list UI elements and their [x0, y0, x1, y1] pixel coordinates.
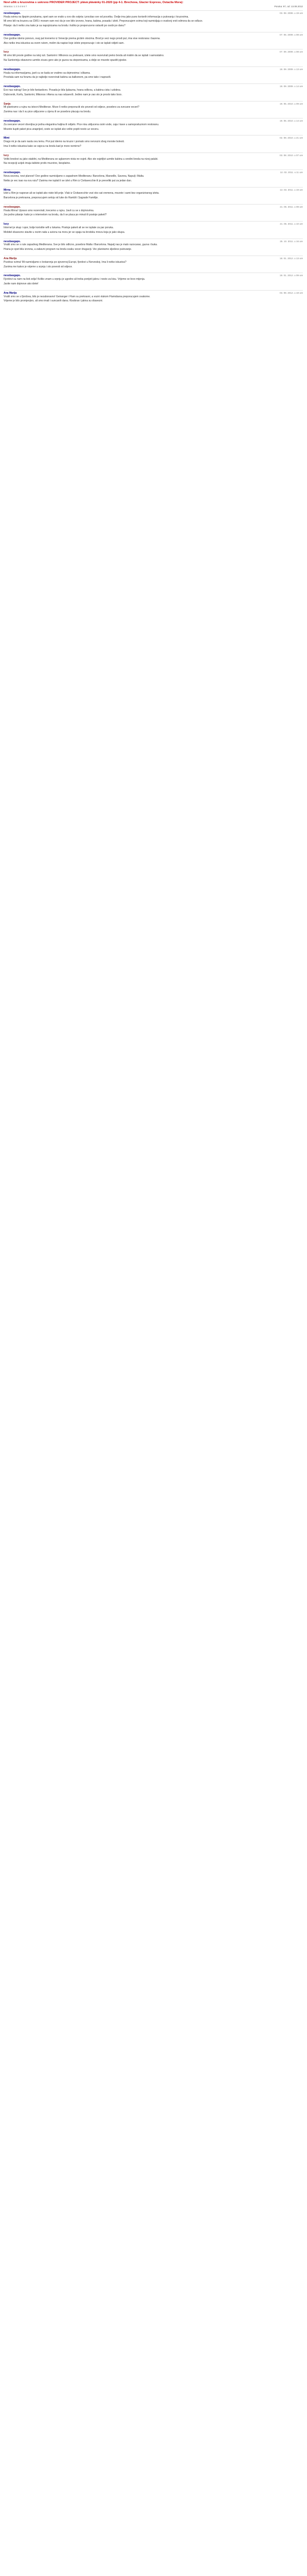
post-author[interactable]: lucy: [4, 223, 9, 226]
post-date: 19. 09. 2009. u 13 ure: [280, 67, 303, 71]
forum-post: [4, 49, 303, 62]
post-paragraph: Vratili smo se s fjordova, bilo je nezaboravno! Geiranger i Flam su prekrasni, a vozni vlakom Flamsbana preporucujem svakome.: [4, 295, 151, 298]
post-header: [4, 32, 303, 37]
post-author[interactable]: Mirna: [4, 188, 11, 192]
post-author[interactable]: nessbasgaps.: [4, 33, 21, 37]
post-paragraph: Na Santoriniju obavezno uzmite zicaru gore ako je guzva na stepenicama, a dolje se mozete spustiti pjeske.: [4, 58, 127, 62]
post-body: [4, 295, 303, 303]
post-date: 07. 09. 2009. u 08 ure: [280, 50, 303, 54]
post-body: [4, 261, 303, 269]
post-header: [4, 118, 303, 123]
post-date: 21. 06. 2011. u 10 ure: [280, 223, 303, 226]
post-paragraph: Na recepciji uvijek imaju tablete protiv mucnine, besplatno.: [4, 162, 71, 165]
post-date: 19. 01. 2012. u 09 ure: [280, 274, 303, 277]
forum-post: [4, 290, 303, 303]
post-date: 03. 08. 2012. u 18 ure: [280, 291, 303, 294]
post-paragraph: Netko je vec isao na ovu rutu? Zanima me isplati li se izlet u Rim iz Civitavecchie ili je preveliki put za jedan dan.: [4, 179, 132, 182]
post-body: [4, 209, 303, 217]
forum-post: [4, 221, 303, 234]
post-paragraph: Mi smo bili na kruzoru sa CMS i moram vam reci da je sve bilo izvrsno, hrana, kabina, posada i izleti. Preporucujem svima koji razmisljaju o ovakvoj vrsti odmora da se odluce.: [4, 20, 203, 23]
post-paragraph: Pitanje: da li netko zna kako je sa napojnicama na brodu i koliko je preporuceno ostaviti po osobi po danu?: [4, 24, 125, 28]
post-body: [4, 123, 303, 131]
post-paragraph: Zanima nas i da li su pice ukljucene u cijenu ili se posebno placaju na brodu.: [4, 110, 91, 114]
post-body: [4, 89, 303, 97]
post-date: 19. 09. 2009. u 14 ure: [280, 85, 303, 88]
post-body: [4, 54, 303, 62]
post-date: 21. 06. 2011. u 08 ure: [280, 205, 303, 208]
post-paragraph: Vrijeme je bilo promjenjivo, ali smo imali i suncanih dana. Kisobran i jakna su obavezni.: [4, 299, 103, 303]
forum-post: [4, 239, 303, 251]
post-author[interactable]: nessbasgaps.: [4, 11, 21, 15]
thread-pager[interactable]: Stranica: 1 2 3 4 5 6 7: [4, 5, 27, 8]
post-author[interactable]: nessbasgaps.: [4, 67, 21, 71]
post-author[interactable]: nessbasgaps.: [4, 240, 21, 243]
post-body: [4, 72, 303, 80]
post-list: [4, 10, 303, 303]
post-paragraph: Mobitel obavezno stavite u rezim rada u avionu na moru jer se spaja na brodsku mrezu koja je jako skupa.: [4, 230, 125, 234]
post-author[interactable]: nessbasgaps.: [4, 85, 21, 89]
post-paragraph: Procitala sam na forumu da je najbolje rezervirati kabinu sa balkonom, pa smo tako i napravili.: [4, 76, 111, 79]
forum-post: [4, 118, 303, 131]
post-header: [4, 239, 303, 244]
post-header: [4, 256, 303, 261]
forum-post: [4, 101, 303, 114]
forum-post: [4, 170, 303, 182]
post-header: [4, 152, 303, 158]
forum-post: [4, 256, 303, 268]
forum-post: [4, 83, 303, 96]
post-paragraph: Hvala na informacijama, javit cu se kada se vratimo sa dojmovima i slikama.: [4, 71, 91, 75]
post-paragraph: Mi smo bili prosle godine na istoj ruti. Santorini i Mikonos su prekrasni, izlete smo rezervirali preko broda ali mislim da se isplati i samostalno.: [4, 54, 165, 58]
forum-post: [4, 152, 303, 165]
post-header: [4, 204, 303, 209]
post-paragraph: Veliki brodovi su jako stabilni, na Mediteranu se uglavnom nista ne osjeti. Ako ste osjetljivi uzmite kabinu u sredini broda na nizoj palubi.: [4, 157, 158, 161]
post-body: [4, 175, 303, 183]
post-paragraph: Drago mi je da sam nasla ovu temu. Prvi put idemo na kruzor i pomalo smo nervozni zbog morske bolesti.: [4, 140, 125, 144]
post-paragraph: Vratili smo se s rute zapadnog Mediterana. Sve je bilo odlicno, posebno Malta i Barcelona. Napulj nas je malo razocarao, guzva i buka.: [4, 243, 158, 247]
forum-post: [4, 273, 303, 285]
post-paragraph: Ako netko ima iskustva sa ovom rutom, molim da napise koje izlete preporucuje i sto se isplati vidjeti sam.: [4, 41, 124, 45]
post-author[interactable]: Sanja: [4, 102, 11, 106]
post-date: 03. 08. 2010. u 07 ure: [280, 154, 303, 157]
post-date: 19. 05. 2010. u 09 ure: [280, 102, 303, 105]
post-paragraph: Hvala Mirna! Upravo smo rezervirali, krecemo u rujnu. Javit cu se s dojmovima.: [4, 209, 94, 212]
post-date: 25. 10. 2011. u 16 ure: [280, 240, 303, 243]
post-body: [4, 226, 303, 234]
post-header: [4, 273, 303, 278]
post-header: [4, 290, 303, 295]
post-body: [4, 15, 303, 28]
post-header: [4, 221, 303, 226]
post-paragraph: Izlet u Rim je naporan ali se isplati ako niste bili prije. Vlak iz Civitavecchie vozi oko sat vremena, mozete i sami bez organiziranog izleta.: [4, 192, 159, 195]
post-author[interactable]: Mimi: [4, 137, 10, 140]
post-author[interactable]: Ana Marija: [4, 257, 17, 261]
forum-post: [4, 32, 303, 45]
post-date: 02. 08. 2010. u 21 ure: [280, 137, 303, 140]
post-paragraph: Internet je skup i spor, bolje koristite wifi u lukama. Postoje paketi ali se ne isplate za par poruka.: [4, 226, 114, 230]
post-paragraph: Mi planiramo u rujnu na istocni Mediteran. Moze li netko preporuciti sto povesti od odjece, posebno za svecane veceri?: [4, 106, 139, 109]
post-paragraph: Hvala svima na lijepim porukama, opet sam se vratio u ovo dio svijeta i procitao sve od pocetka. Ovdje ima jako puno korisnih informacija o putovanju i kruzovima.: [4, 15, 189, 19]
post-paragraph: Hrana je opet bila izvrsna, a zabavni program na brodu svaku vecer drugaciji. Vec planiramo sljedece putovanje.: [4, 248, 132, 251]
post-author[interactable]: nessbasgaps.: [4, 274, 21, 278]
forum-post: [4, 66, 303, 79]
post-date: 18. 01. 2012. u 13 ure: [280, 257, 303, 260]
post-author[interactable]: lucy: [4, 50, 9, 54]
post-paragraph: Mozete kupiti paket pica unaprijed, cesto se isplati ako volite popiti nesto uz veceru.: [4, 127, 100, 131]
post-paragraph: Za svecane veceri dovoljna je jedna elegantna haljina ili odijelo. Pice nisu ukljucena osim vode, caja i kave u samoposluznom restoranu.: [4, 123, 159, 126]
post-paragraph: Jos jedno pitanje: kako je s internetom na brodu, da li se placa po minuti ili postoje paketi?: [4, 213, 107, 217]
post-body: [4, 37, 303, 45]
post-header: [4, 101, 303, 106]
post-paragraph: Pozdrav svima! Mi razmisljamo o krstarenju po sjevernoj Europi, fjordovi u Norveskoj. Ima li netko iskustva?: [4, 260, 126, 264]
forum-post: [4, 135, 303, 148]
post-author[interactable]: nessbasgaps.: [4, 119, 21, 123]
post-date: 12. 03. 2011. u 11 ure: [280, 171, 303, 174]
post-header: [4, 49, 303, 54]
post-date: 07. 05. 2009. u 08 ure: [280, 33, 303, 36]
post-header: [4, 83, 303, 89]
post-header: [4, 135, 303, 140]
post-paragraph: Nova sezona, novi planovi! Ove godine razmisljamo o zapadnom Mediteranu: Barcelona, Marseille, Savona, Napulj i Malta.: [4, 174, 144, 178]
post-header: [4, 170, 303, 175]
post-header: [4, 10, 303, 15]
post-body: [4, 158, 303, 166]
post-body: [4, 243, 303, 251]
post-header: [4, 66, 303, 72]
post-paragraph: Zanima me kakvo je vrijeme u srpnju i sto povesti od odjece.: [4, 265, 73, 268]
post-paragraph: Fjordovi su nam na listi zelja! Koliko znam u srpnju je ugodno ali treba ponijeti jaknu i nesto za kisu. Vrijeme se brzo mijenja.: [4, 278, 146, 281]
forum-thread: [4, 0, 303, 303]
forum-post: [4, 204, 303, 217]
post-body: [4, 278, 303, 286]
post-paragraph: Dubrovnik, Korfu, Santorini, Mikonos i Atena su nas odusevili. Jedino nam je zao sto je proslo tako brzo.: [4, 93, 122, 96]
thread-reply-count: Poruka: 97, od: 13.08.2012: [274, 5, 303, 8]
forum-post: [4, 10, 303, 28]
post-body: [4, 192, 303, 200]
post-paragraph: Javite nam dojmove ako idete!: [4, 282, 39, 286]
post-paragraph: Barcelona je prekrasna, preporucujem setnju od luke do Rambli i Sagrade Familije.: [4, 196, 99, 200]
post-body: [4, 140, 303, 148]
post-paragraph: Evo nas natrag! Sve je bilo fantasticno. Posada je bila ljubazna, hrana odlicna, a kabina cista i udobna.: [4, 88, 121, 92]
post-author[interactable]: lucy: [4, 154, 9, 157]
post-date: 03. 08. 2008. u 19 ure: [280, 11, 303, 14]
post-author[interactable]: nessbasgaps.: [4, 171, 21, 175]
post-author[interactable]: nessbasgaps.: [4, 205, 21, 209]
post-date: 13. 03. 2011. u 19 ure: [280, 188, 303, 191]
post-paragraph: Ima li netko iskustva kako se osjeca na brodu kad je more nemirno?: [4, 144, 82, 148]
post-body: [4, 106, 303, 114]
forum-post: [4, 187, 303, 200]
post-paragraph: Ove godine idemo ponovo, ovaj put krenemo iz Venecije prema grckim otocima. Brod je veci nego prosli put, ima vise restorana i bazena.: [4, 37, 160, 40]
thread-title: Novi uðik u kruzovima s uskrsno PROVIDER PROJECT: plává plávánky 01-2020 (pp 4-1. Brechova, Glacier Express, Ostaclia Mora):: [4, 1, 184, 4]
post-date: 19. 05. 2010. u 14 ure: [280, 119, 303, 122]
thread-meta: [4, 5, 303, 9]
post-header: [4, 187, 303, 192]
post-author[interactable]: Ana Marija: [4, 291, 17, 295]
